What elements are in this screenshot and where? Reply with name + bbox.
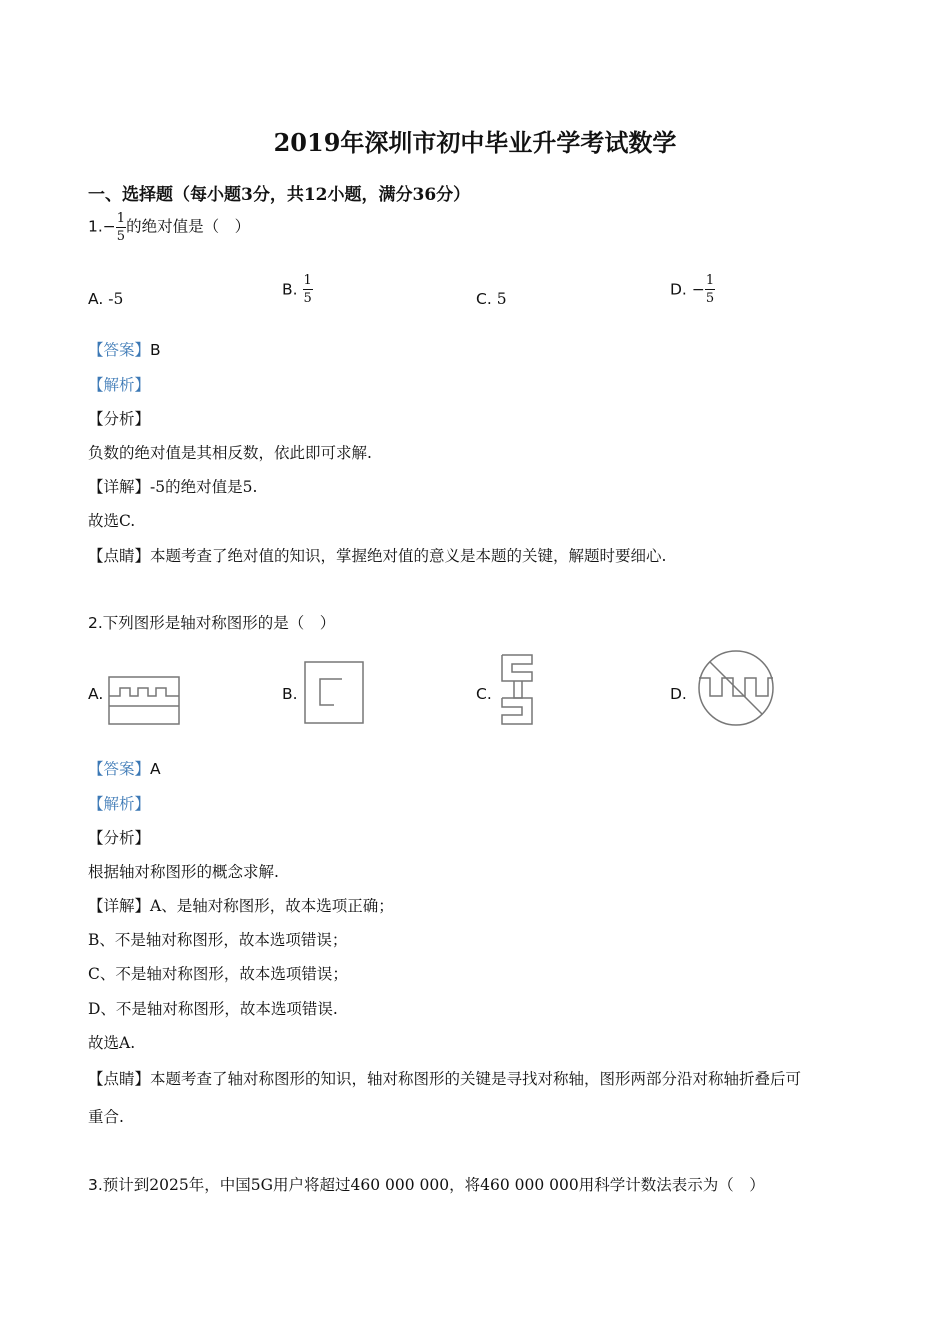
- detail-d: D、不是轴对称图形，故本选项错误.: [88, 1000, 338, 1018]
- detail-b: B、不是轴对称图形，故本选项错误；: [88, 931, 348, 949]
- detail-text: A、是轴对称图形，故本选项正确；: [150, 897, 394, 915]
- answer-value: B: [150, 341, 161, 359]
- answer-value: A: [150, 760, 161, 778]
- fraction: [116, 212, 126, 243]
- analysis-tag: 【解析】: [88, 376, 151, 394]
- option-c-label: C.: [476, 685, 492, 703]
- comment-tag: 【点睛】: [88, 547, 151, 565]
- fenxi-tag: 【分析】: [88, 410, 151, 428]
- option-value: 5: [496, 290, 507, 308]
- comment-text: 本题考查了绝对值的知识，掌握绝对值的意义是本题的关键，解题时要细心.: [150, 547, 667, 565]
- detail-line: [88, 475, 257, 497]
- option-b-label: B.: [282, 685, 298, 703]
- option-a-label: A.: [88, 685, 104, 703]
- comment-text: 本题考查了轴对称图形的知识，轴对称图形的关键是寻找对称轴，图形两部分沿对称轴折叠后可: [150, 1070, 802, 1088]
- question-number: 2.: [88, 614, 103, 632]
- figure-b: [304, 661, 366, 725]
- section-heading: 一、选择题（每小题3分，共12小题，满分36分）: [88, 185, 471, 205]
- detail-tag: 【详解】: [88, 478, 151, 496]
- fraction: [705, 274, 715, 305]
- fraction: [303, 274, 313, 305]
- analysis-tag: 【解析】: [88, 795, 151, 813]
- answer-tag: 【答案】: [88, 760, 151, 778]
- stem-text: 下列图形是轴对称图形的是（ ）: [102, 614, 336, 632]
- page-title: 2019年深圳市初中毕业升学考试数学: [273, 128, 677, 157]
- option-b: [282, 274, 313, 305]
- detail-line: [88, 894, 394, 916]
- stem-text: 的绝对值是（ ）: [126, 217, 251, 236]
- detail-c: C、不是轴对称图形，故本选项错误；: [88, 965, 348, 983]
- no-symbol-icon: [696, 648, 776, 728]
- question-1-stem: [88, 212, 250, 243]
- fenxi-text: 根据轴对称图形的概念求解.: [88, 863, 279, 881]
- answer-tag: 【答案】: [88, 341, 151, 359]
- choose-line: 故选A.: [88, 1034, 136, 1052]
- comment-line-2: 重合.: [88, 1108, 124, 1126]
- option-label: C.: [476, 290, 492, 308]
- comment-line: [88, 1067, 801, 1089]
- figure-d: [696, 648, 776, 728]
- option-label: D.: [670, 280, 687, 299]
- question-3-stem: [88, 1173, 765, 1195]
- fenxi-tag: 【分析】: [88, 829, 151, 847]
- figure-a: [108, 676, 180, 726]
- option-label: A.: [88, 290, 104, 308]
- s-shape-icon: [498, 654, 538, 726]
- denominator: 5: [303, 291, 312, 306]
- fenxi-text: 负数的绝对值是其相反数，依此即可求解.: [88, 444, 372, 462]
- option-label: B.: [282, 280, 298, 299]
- choose-line: 故选C.: [88, 512, 136, 530]
- answer-line: [88, 757, 161, 779]
- option-d: [670, 274, 715, 305]
- minus-sign: −: [691, 280, 705, 299]
- comment-tag: 【点睛】: [88, 1070, 151, 1088]
- option-d-label: D.: [670, 685, 687, 703]
- question-2-stem: [88, 611, 335, 633]
- battlement-figure-icon: [108, 676, 180, 726]
- comment-line: [88, 544, 666, 566]
- denominator: 5: [116, 229, 126, 244]
- stem-text: 预计到2025年，中国5G用户将超过460 000 000，将460 000 000用科学计数法表示为（ ）: [102, 1176, 765, 1194]
- option-value: -5: [108, 290, 124, 308]
- option-a: [88, 290, 123, 308]
- detail-text: -5的绝对值是5.: [150, 478, 258, 496]
- question-number: 1.: [88, 217, 103, 236]
- minus-sign: −: [102, 217, 116, 236]
- bracket-square-icon: [304, 661, 366, 725]
- numerator: 1: [303, 273, 312, 288]
- figure-c: [498, 654, 538, 726]
- detail-tag: 【详解】: [88, 897, 151, 915]
- answer-line: [88, 338, 161, 360]
- numerator: 1: [116, 211, 126, 226]
- numerator: 1: [705, 273, 715, 288]
- option-c: [476, 290, 507, 308]
- denominator: 5: [705, 291, 715, 306]
- question-number: 3.: [88, 1176, 103, 1194]
